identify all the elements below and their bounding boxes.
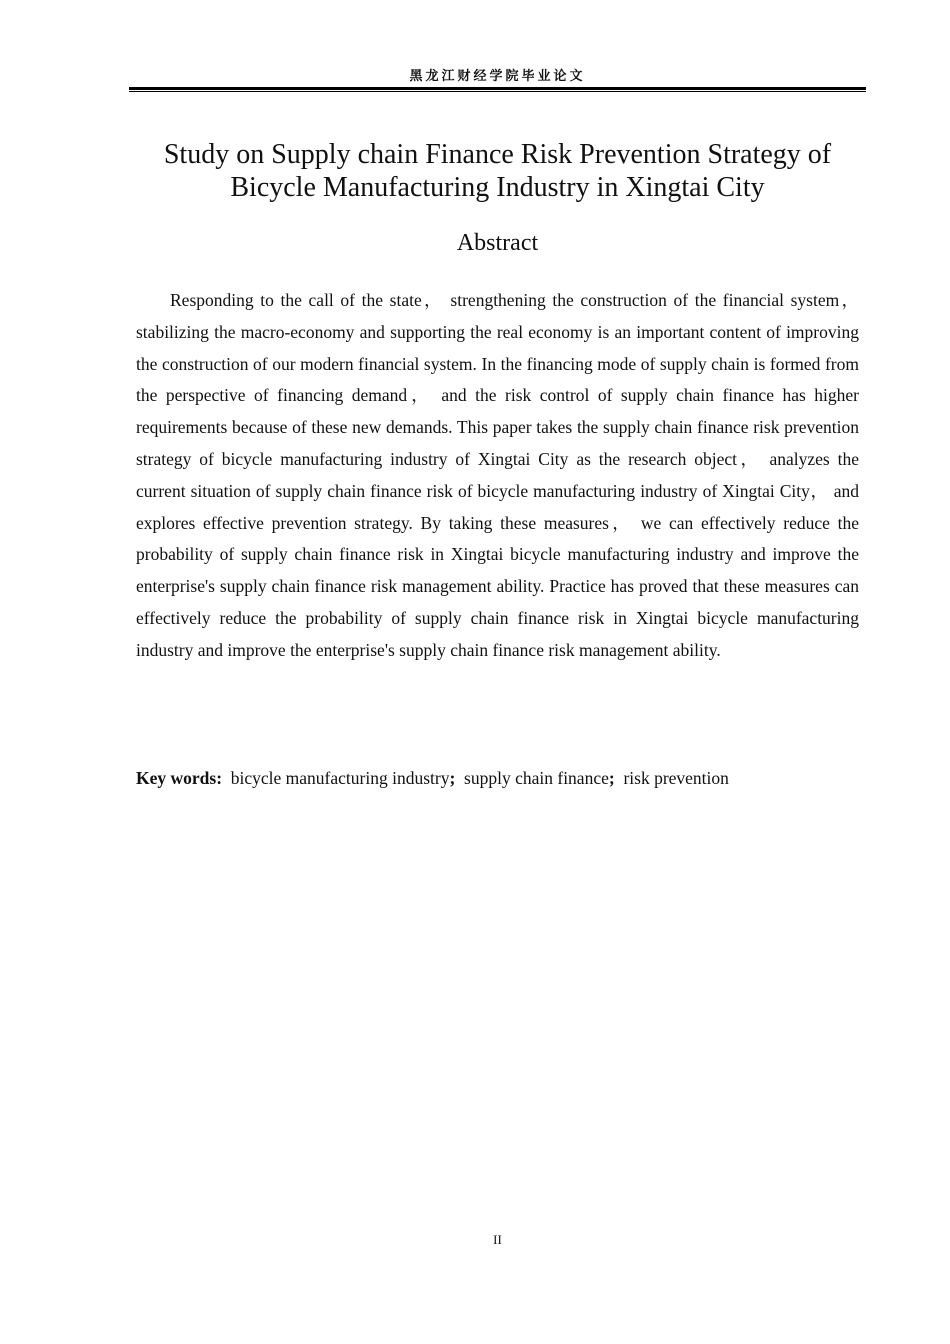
header-rule-thick bbox=[129, 87, 866, 90]
keyword-item: bicycle manufacturing industry bbox=[230, 768, 450, 788]
keyword-separator: ; bbox=[449, 768, 456, 788]
header-rule-thin bbox=[129, 91, 866, 92]
keyword-item: supply chain finance bbox=[464, 768, 609, 788]
keywords-label: Key words: bbox=[136, 768, 223, 788]
paper-title: Study on Supply chain Finance Risk Prevention Strategy of Bicycle Manufacturing Industry in Xingtai City bbox=[163, 139, 832, 203]
page-number: II bbox=[493, 1232, 502, 1247]
abstract-heading: Abstract bbox=[456, 230, 539, 256]
keywords-line bbox=[136, 765, 859, 791]
abstract-body: Responding to the call of the state， strengthening the construction of the financial system， stabilizing the macro-economy and supporting the real economy is an important content of improving the construction of our modern financial system. In the financing mode of supply chain is formed from the perspective of financing demand， and the risk control of supply chain finance has higher requirements because of these new demands. This paper takes the supply chain finance risk prevention strategy of bicycle manufacturing industry of Xingtai City as the research object， analyzes the current situation of supply chain finance risk of bicycle manufacturing industry of Xingtai City， and explores effective prevention strategy. By taking these measures， we can effectively reduce the probability of supply chain finance risk in Xingtai bicycle manufacturing industry and improve the enterprise's supply chain finance risk management ability. Practice has proved that these measures can effectively reduce the probability of supply chain finance risk in Xingtai bicycle manufacturing industry and improve the enterprise's supply chain finance risk management ability. bbox=[136, 290, 859, 660]
keyword-item: risk prevention bbox=[623, 768, 729, 788]
running-header: 黑龙江财经学院毕业论文 bbox=[409, 69, 586, 84]
keyword-separator: ; bbox=[608, 768, 615, 788]
